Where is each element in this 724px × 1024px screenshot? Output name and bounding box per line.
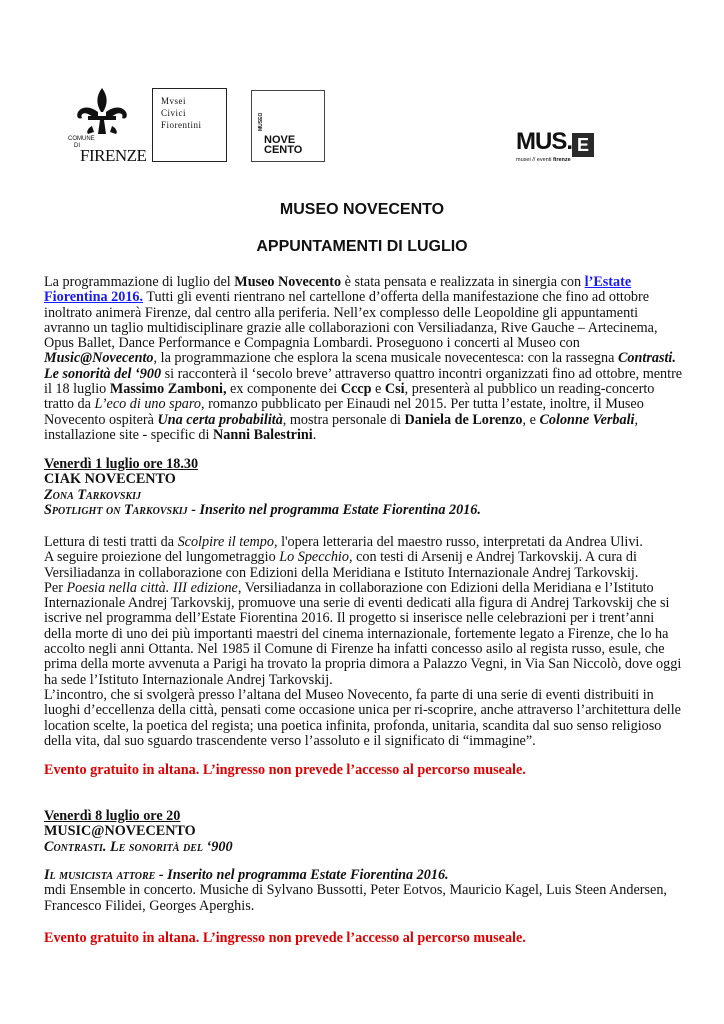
event2-performer: Il musicista attore xyxy=(44,867,156,883)
novecento-vertical-text: MUSEO xyxy=(258,112,264,131)
logos-header xyxy=(68,86,628,176)
musei-line2: Civici xyxy=(161,108,186,118)
event1-notice: Evento gratuito in altana. L’ingresso non prevede l’accesso al percorso museale. xyxy=(44,762,526,778)
event1-description: Lettura di testi tratti da Scolpire il tempo, l'opera letteraria del maestro russo, interpretati da Andrea Ulivi. A seguire proiezione del lungometraggio Lo Specchio, con testi di Arsenij e Andrej Tarkovskij. A cura di Versiliadanza in collaborazione con Edizioni della Meridiana e Istituto Internazionale Andrej Tarkovskij. Per Poesia nella città. III edizione, Versiliadanza in collaborazione con Edizioni della Meridiana e l’Istituto Internazionale Andrej Tarkovskij, promuove una serie di eventi dedicati alla figura di Andrej Tarkovskij che si iscrive nel programma dell’Estate Fiorentina 2016. Il progetto si inserisce nelle celebrazioni per i trent’anni della morte di uno dei più importanti maestri del cinema internazionale, fortemente legato a Firenze, che lo ha accolto negli anni Ottanta. Nel 1985 il Comune di Firenze ha infatti concesso asilo al regista russo, esule, che prima della morte avvenuta a Parigi ha trovato la propria dimora a Palazzo Vegni, in Via San Niccolò, dove oggi ha sede l’Istituto Internazionale Andrej Tarkovskij. L’incontro, che si svolgerà presso l’altana del Museo Novecento, fa parte di una serie di eventi distribuiti in luoghi d’eccellenza della città, pensati come occasione unica per ri-scoprire, anche attraverso l’architettura delle location scelte, la poetica del regista; una poetica infinita, profonda, unitaria, scandita dal suo senso religioso della vita, dal suo sguardo trascendente verso l’assoluto e il significato di “immagine”. xyxy=(44,534,682,749)
event2-notice: Evento gratuito in altana. L’ingresso non prevede l’accesso al percorso museale. xyxy=(44,930,526,946)
museo-novecento-logo xyxy=(251,90,325,162)
mus-wordmark: MUS. xyxy=(516,128,572,155)
page-title: MUSEO NOVECENTO xyxy=(279,201,445,218)
event2-series: MUSIC@NOVECENTO xyxy=(44,823,196,840)
intro-paragraph: La programmazione di luglio del Museo Novecento è stata pensata e realizzata in sinergia con l’Estate Fiorentina 2016. Tutti gli eventi rientrano nel cartellone d’offerta della manifestazione che fino ad ottobre inoltrato animerà Firenze, dal centro alla periferia. Nell’ex complesso delle Leopoldine gli appuntamenti avranno un taglio multidisciplinare grazie alle collaborazioni con Versiliadanza, Rive Gauche – Artecinema, Opus Ballet, Dance Performance e Compagnia Lombardi. Proseguono i concerti al Museo con Music@Novecento, la programmazione che esplora la scena musicale novecentesca: con la rassegna Contrasti. Le sonorità del ‘900 si racconterà il ‘secolo breve’ attraverso quattro incontri organizzati fino ad ottobre, mentre il 18 luglio Massimo Zamboni, ex componente dei Cccp e Csi, presenterà al pubblico un reading-concerto tratto da L’eco di uno sparo, romanzo pubblicato per Einaudi nel 2015. Per tutta l’estate, inoltre, il Museo Novecento ospiterà Una certa probabilità, mostra personale di Daniela de Lorenzo, e Colonne Verbali, installazione site - specific di Nanni Balestrini. xyxy=(44,274,683,443)
event1-spotlight: Spotlight on Tarkovskij xyxy=(44,501,188,518)
novecento-wordmark: NOVE CENTO xyxy=(264,134,303,156)
event1-header: Venerdì 1 luglio ore 18.30 CIAK NOVECENTO Zona Tarkovskij Spotlight on Tarkovskij - Inserito nel programma Estate Fiorentina 2016. xyxy=(44,456,481,518)
estate-fiorentina-link[interactable]: l’Estate Fiorentina 2016. xyxy=(44,274,632,306)
mus-e-logo xyxy=(516,130,616,170)
event2-description: Il musicista attore - Inserito nel programma Estate Fiorentina 2016. mdi Ensemble in concerto. Musiche di Sylvano Bussotti, Peter Eotvos, Mauricio Kagel, Luis Steen Andersen, Francesco Filidei, Georges Aperghis. xyxy=(44,867,667,914)
firenze-small-text: COMUNE DI xyxy=(68,136,95,149)
firenze-wordmark: FIRENZE xyxy=(80,146,147,165)
mus-subtitle: musei // eventi firenze xyxy=(516,157,571,163)
comune-di-firenze-logo xyxy=(68,86,147,168)
page-subtitle: APPUNTAMENTI DI LUGLIO xyxy=(256,238,468,255)
event1-series: CIAK NOVECENTO xyxy=(44,471,176,488)
event2-header xyxy=(44,809,684,855)
musei-civici-fiorentini-logo xyxy=(152,88,227,162)
event1-subtitle: Zona Tarkovskij xyxy=(44,486,142,503)
musei-line3: Fiorentini xyxy=(161,120,202,130)
event2-subtitle: Contrasti. Le sonorità del ‘900 xyxy=(44,838,233,855)
event1-date: Venerdì 1 luglio ore 18.30 xyxy=(44,456,199,472)
event2-date: Venerdì 8 luglio ore 20 xyxy=(44,808,181,824)
musei-line1: Mvsei xyxy=(161,96,186,106)
fleur-de-lis-icon xyxy=(68,86,136,138)
mus-e-box: E xyxy=(572,133,594,157)
